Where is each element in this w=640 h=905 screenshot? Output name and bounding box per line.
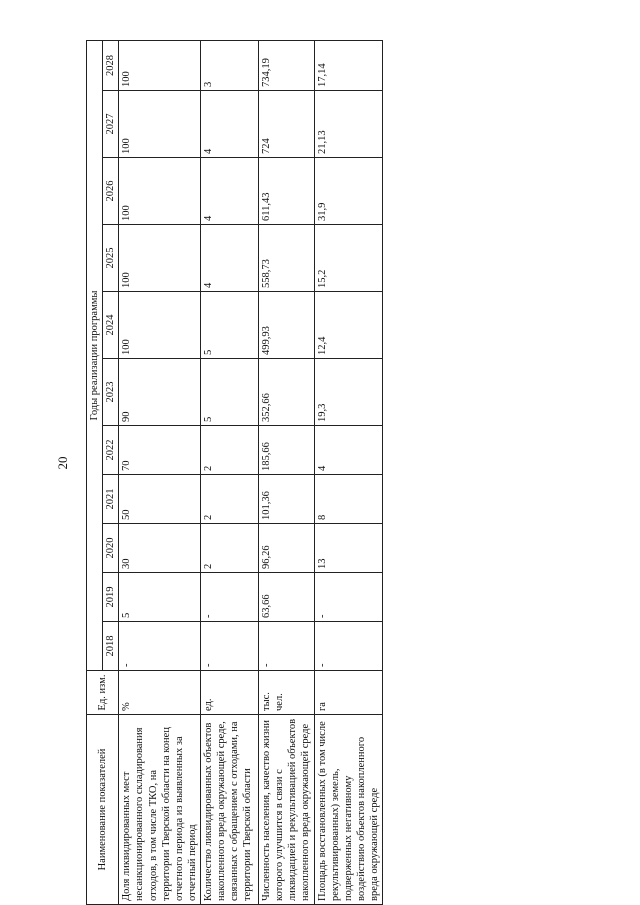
row-value: 724	[259, 90, 315, 157]
row-value: 63,66	[259, 572, 315, 621]
row-value: 499,93	[259, 291, 315, 358]
row-value: 90	[119, 358, 201, 425]
row-value: -	[201, 572, 259, 621]
row-name: Площадь восстановленных (в том числе рекультивированных) земель, подверженных негативному воздействию объектов накопленного вреда окружающей среде	[314, 714, 383, 904]
row-value: 5	[201, 291, 259, 358]
header-year: 2018	[103, 621, 119, 670]
row-unit: %	[119, 670, 201, 714]
row-value: 352,66	[259, 358, 315, 425]
rotated-table-container	[86, 41, 380, 905]
row-value: 611,43	[259, 157, 315, 224]
row-unit: га	[314, 670, 383, 714]
row-value: -	[314, 572, 383, 621]
row-value: 17,14	[314, 40, 383, 90]
table-body	[119, 40, 383, 904]
table-header	[87, 40, 119, 904]
row-value: 100	[119, 291, 201, 358]
header-year: 2020	[103, 523, 119, 572]
row-value: 4	[201, 90, 259, 157]
row-value: 5	[201, 358, 259, 425]
row-value: 13	[314, 523, 383, 572]
row-value: 5	[119, 572, 201, 621]
row-value: 100	[119, 224, 201, 291]
row-unit: тыс. чел.	[259, 670, 315, 714]
row-value: 100	[119, 157, 201, 224]
row-value: -	[119, 621, 201, 670]
header-year: 2027	[103, 90, 119, 157]
table-row	[119, 40, 201, 904]
row-value: 100	[119, 40, 201, 90]
row-value: 4	[201, 224, 259, 291]
row-value: 185,66	[259, 425, 315, 474]
header-years-label: Годы реализации программы	[87, 40, 103, 670]
row-value: 3	[201, 40, 259, 90]
row-value: 15,2	[314, 224, 383, 291]
row-value: 8	[314, 474, 383, 523]
row-value: 4	[314, 425, 383, 474]
row-value: 12,4	[314, 291, 383, 358]
row-value: 70	[119, 425, 201, 474]
indicators-table	[86, 39, 383, 904]
row-value: -	[314, 621, 383, 670]
row-value: 31,9	[314, 157, 383, 224]
header-year: 2026	[103, 157, 119, 224]
row-value: 19,3	[314, 358, 383, 425]
row-name: Численность населения, качество жизни которого улучшится в связи с ликвидацией и рекультивацией объектов накопленного вреда окружающей среде	[259, 714, 315, 904]
row-value: 101,36	[259, 474, 315, 523]
row-value: 558,73	[259, 224, 315, 291]
header-year: 2025	[103, 224, 119, 291]
row-value: 4	[201, 157, 259, 224]
page-number: 20	[55, 456, 70, 470]
row-value: 2	[201, 425, 259, 474]
header-year: 2019	[103, 572, 119, 621]
row-name: Количество ликвидированных объектов накопленного вреда окружающей среде, связанных с обращением с отходами, на территории Тверской области	[201, 714, 259, 904]
row-value: 50	[119, 474, 201, 523]
header-year: 2021	[103, 474, 119, 523]
row-value: 21,13	[314, 90, 383, 157]
row-value: -	[201, 621, 259, 670]
table-row	[259, 40, 315, 904]
row-unit: ед.	[201, 670, 259, 714]
row-value: 100	[119, 90, 201, 157]
table-row	[201, 40, 259, 904]
row-value: -	[259, 621, 315, 670]
row-value: 734,19	[259, 40, 315, 90]
row-value: 30	[119, 523, 201, 572]
header-year: 2028	[103, 40, 119, 90]
header-name: Наименование показателей	[87, 714, 119, 904]
row-value: 2	[201, 474, 259, 523]
row-value: 96,26	[259, 523, 315, 572]
row-value: 2	[201, 523, 259, 572]
header-year: 2024	[103, 291, 119, 358]
header-year: 2022	[103, 425, 119, 474]
row-name: Доля ликвидированных мест несанкционированного складирования отходов, в том числе ТКО, на территории Тверской области на конец отчетного периода из выявленных за отчетный период	[119, 714, 201, 904]
header-unit: Ед. изм.	[87, 670, 119, 714]
table-row	[314, 40, 383, 904]
header-year: 2023	[103, 358, 119, 425]
